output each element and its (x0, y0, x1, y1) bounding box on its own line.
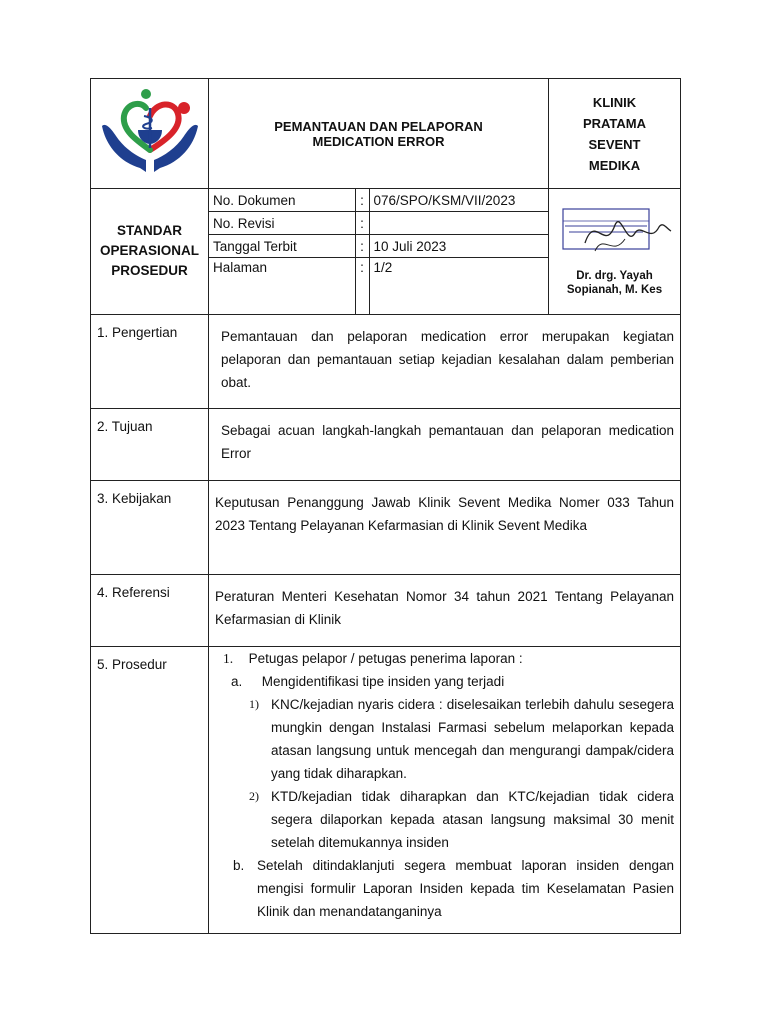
signer-name-line-2: Sopianah, M. Kes (566, 284, 663, 296)
clinic-logo-icon (96, 86, 204, 178)
section-label-pengertian: 1. Pengertian (91, 314, 209, 408)
clinic-line-3: SEVENT (588, 136, 641, 152)
clinic-name (549, 79, 681, 189)
procedure-item-1-num: 1. (223, 650, 234, 666)
title-line-2: MEDICATION ERROR (312, 133, 445, 149)
logo-cell (91, 79, 209, 189)
procedure-item-b-text: Setelah ditindaklanjuti segera membuat laporan insiden dengan mengisi formulir Laporan Insiden kepada tim Keselamatan Pasien Klinik dan menandatanganinya (257, 857, 674, 919)
signature-cell (549, 189, 681, 315)
meta-cell (209, 189, 549, 315)
sop-line-3: PROSEDUR (111, 263, 188, 279)
procedure-item-b (221, 854, 674, 923)
meta-label: No. Revisi (209, 212, 355, 235)
section-label-kebijakan: 3. Kebijakan (91, 480, 209, 574)
sop-line-2: OPERASIONAL (99, 243, 199, 259)
section-prosedur-content (209, 646, 681, 933)
sop-label (91, 189, 209, 315)
section-label-referensi: 4. Referensi (91, 574, 209, 646)
section-text-kebijakan: Keputusan Penanggung Jawab Klinik Sevent Medika Nomer 033 Tahun 2023 Tentang Pelayanan Kefarmasian di Klinik Sevent Medika (209, 480, 681, 574)
section-text-tujuan: Sebagai acuan langkah-langkah pemantauan dan pelaporan medication Error (209, 408, 681, 480)
meta-table (209, 189, 548, 314)
clinic-line-2: PRATAMA (582, 115, 647, 131)
procedure-item-a2-text: KTD/kejadian tidak diharapkan dan KTC/kejadian tidak cidera segera dilaporkan kepada atasan langsung maksimal 30 menit setelah ditemukannya insiden (271, 788, 674, 850)
procedure-item-a1-num: 1) (249, 696, 259, 711)
title-line-1: PEMANTAUAN DAN PELAPORAN (274, 118, 483, 134)
section-text-referensi: Peraturan Menteri Kesehatan Nomor 34 tahun 2021 Tentang Pelayanan Kefarmasian di Klinik (209, 574, 681, 646)
meta-label: Halaman (209, 258, 355, 314)
procedure-item-1 (221, 647, 674, 670)
meta-sep: : (355, 258, 369, 314)
document-title (209, 79, 549, 189)
procedure-item-a2 (221, 785, 674, 854)
clinic-line-1: KLINIK (592, 94, 637, 110)
section-text-pengertian: Pemantauan dan pelaporan medication error merupakan kegiatan pelaporan dan pemantauan setiap kejadian kesalahan dalam pemberian obat. (209, 314, 681, 408)
meta-sep: : (355, 189, 369, 212)
meta-sep: : (355, 235, 369, 258)
section-label-prosedur: 5. Prosedur (91, 646, 209, 933)
procedure-item-b-num: b. (233, 857, 245, 873)
meta-value (369, 212, 548, 235)
meta-label: No. Dokumen (209, 189, 355, 212)
procedure-item-a1 (221, 693, 674, 785)
meta-sep: : (355, 212, 369, 235)
procedure-item-a-num: a. (231, 673, 243, 689)
procedure-item-a1-text: KNC/kejadian nyaris cidera : diselesaikan terlebih dahulu sesegera mungkin dengan Instalasi Farmasi sebelum melaporkan kepada atasan langsung untuk mencegah dan mengurangi dampak/cidera yang tidak diharapkan. (271, 696, 674, 781)
procedure-item-a2-num: 2) (249, 788, 259, 803)
section-label-tujuan: 2. Tujuan (91, 408, 209, 480)
procedure-item-a (221, 670, 674, 693)
sop-table (90, 78, 681, 934)
meta-value: 10 Juli 2023 (369, 235, 548, 258)
meta-label: Tanggal Terbit (209, 235, 355, 258)
procedure-item-1-text: Petugas pelapor / petugas penerima laporan : (248, 650, 523, 666)
stamp-signature-icon (555, 203, 675, 263)
sop-line-1: STANDAR (117, 223, 182, 239)
clinic-line-4: MEDIKA (588, 157, 641, 173)
procedure-item-a-text: Mengidentifikasi tipe insiden yang terjadi (261, 673, 505, 689)
meta-value: 1/2 (369, 258, 548, 314)
sop-document (90, 78, 680, 934)
meta-value: 076/SPO/KSM/VII/2023 (369, 189, 548, 212)
signer-name-line-1: Dr. drg. Yayah (576, 270, 653, 282)
